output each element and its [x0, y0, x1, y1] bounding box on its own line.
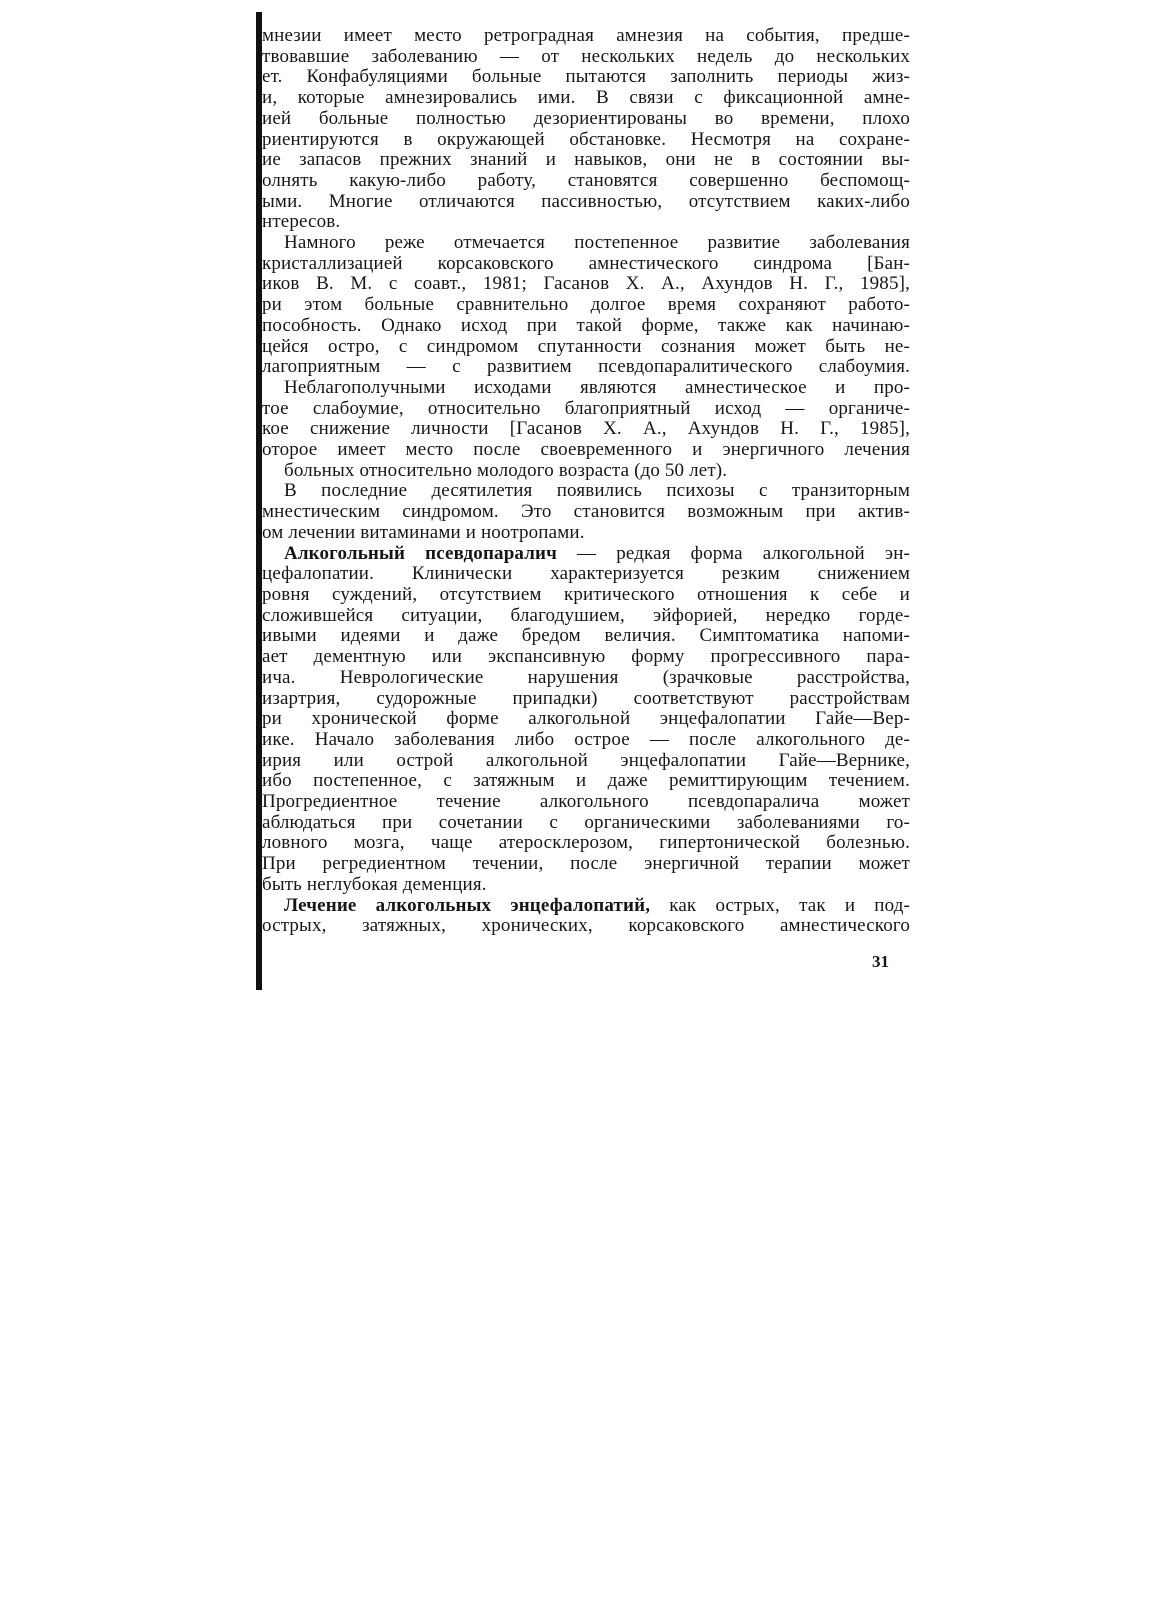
text-line — [262, 544, 910, 565]
text-line: Неблагополучными исходами являются амнестическое и про- — [284, 377, 910, 398]
text-line — [262, 896, 910, 917]
section-term: Алкогольный псевдопаралич — [284, 543, 558, 564]
paragraph — [262, 896, 910, 937]
text-line: мнестическим синдромом. Это становится возможным при актив- — [262, 502, 910, 523]
text-line: острых, затяжных, хронических, корсаковского амнестического — [262, 916, 910, 937]
paragraph — [262, 233, 910, 378]
text-line: ет. Конфабуляциями больные пытаются заполнить периоды жиз- — [262, 67, 910, 88]
text-line: быть неглубокая деменция. — [262, 874, 487, 895]
text-line: ри этом больные сравнительно долгое время сохраняют работо- — [262, 295, 910, 316]
paragraph — [262, 378, 910, 482]
text-line: ича. Неврологические нарушения (зрачковые расстройства, — [262, 667, 910, 688]
page-number: 31 — [872, 952, 889, 971]
paragraph — [262, 544, 910, 896]
text-line: При регредиентном течении, после энергичной терапии может — [262, 854, 910, 875]
text-line: пособность. Однако исход при такой форме, также как начинаю- — [262, 315, 910, 336]
text-line: риентируются в окружающей обстановке. Несмотря на сохране- — [262, 129, 910, 150]
page-body — [262, 26, 910, 937]
text-line: цейся остро, с синдромом спутанности сознания может быть не- — [262, 336, 910, 357]
text-line: сложившейся ситуации, благодушием, эйфорией, нередко горде- — [262, 605, 910, 626]
paragraph — [262, 481, 910, 543]
text-line: кристаллизацией корсаковского амнестического синдрома [Бан- — [262, 253, 910, 274]
text-line: аблюдаться при сочетании с органическими заболеваниями го- — [262, 812, 910, 833]
text-line: иков В. М. с соавт., 1981; Гасанов Х. А., Ахундов Н. Г., 1985], — [262, 274, 910, 295]
text-line: и, которые амнезировались ими. В связи с фиксационной амне- — [262, 88, 910, 109]
text-line: ибо постепенное, с затяжным и даже ремиттирующим течением. — [262, 771, 910, 792]
text-line: кое снижение личности [Гасанов Х. А., Ахундов Н. Г., 1985], — [262, 419, 910, 440]
text-line: лагоприятным — с развитием псевдопаралитического слабоумия. — [262, 357, 910, 378]
text-run: как острых, так и под- — [650, 895, 910, 916]
section-term: Лечение алкогольных энцефалопатий, — [284, 895, 651, 916]
text-line: ри хронической форме алкогольной энцефалопатии Гайе—Вер- — [262, 709, 910, 730]
text-line: нтересов. — [262, 212, 341, 233]
text-run: — редкая форма алкогольной эн- — [557, 543, 910, 564]
text-line: ие запасов прежних знаний и навыков, они не в состоянии вы- — [262, 150, 910, 171]
text-line: В последние десятилетия появились психозы с транзиторным — [284, 481, 910, 502]
text-line: твовавшие заболеванию — от нескольких недель до нескольких — [262, 46, 910, 67]
text-line: ике. Начало заболевания либо острое — после алкогольного де- — [262, 729, 910, 750]
text-line: ыми. Многие отличаются пассивностью, отсутствием каких-либо — [262, 191, 910, 212]
text-line: оторое имеет место после своевременного и энергичного лечения — [262, 440, 910, 461]
text-line: ровня суждений, отсутствием критического отношения к себе и — [262, 584, 910, 605]
text-line: изартрия, судорожные припадки) соответствуют расстройствам — [262, 688, 910, 709]
text-line: ом лечении витаминами и ноотропами. — [262, 522, 585, 543]
text-line: больных относительно молодого возраста (до 50 лет). — [284, 460, 728, 481]
text-line: цефалопатии. Клинически характеризуется резким снижением — [262, 564, 910, 585]
text-line: ловного мозга, чаще атеросклерозом, гипертонической болезнью. — [262, 833, 910, 854]
text-line: ирия или острой алкогольной энцефалопатии Гайе—Вернике, — [262, 750, 910, 771]
text-line: Намного реже отмечается постепенное развитие заболевания — [284, 233, 910, 254]
text-line: тое слабоумие, относительно благоприятный исход — органиче- — [262, 398, 910, 419]
text-line: ает дементную или экспансивную форму прогрессивного пара- — [262, 647, 910, 668]
text-line: ией больные полностью дезориентированы во времени, плохо — [262, 108, 910, 129]
text-line: олнять какую-либо работу, становятся совершенно беспомощ- — [262, 170, 910, 191]
text-line: ивыми идеями и даже бредом величия. Симптоматика напоми- — [262, 626, 910, 647]
text-line: Прогредиентное течение алкогольного псевдопаралича может — [262, 792, 910, 813]
text-line: мнезии имеет место ретроградная амнезия на события, предше- — [262, 26, 910, 46]
paragraph — [262, 26, 910, 233]
